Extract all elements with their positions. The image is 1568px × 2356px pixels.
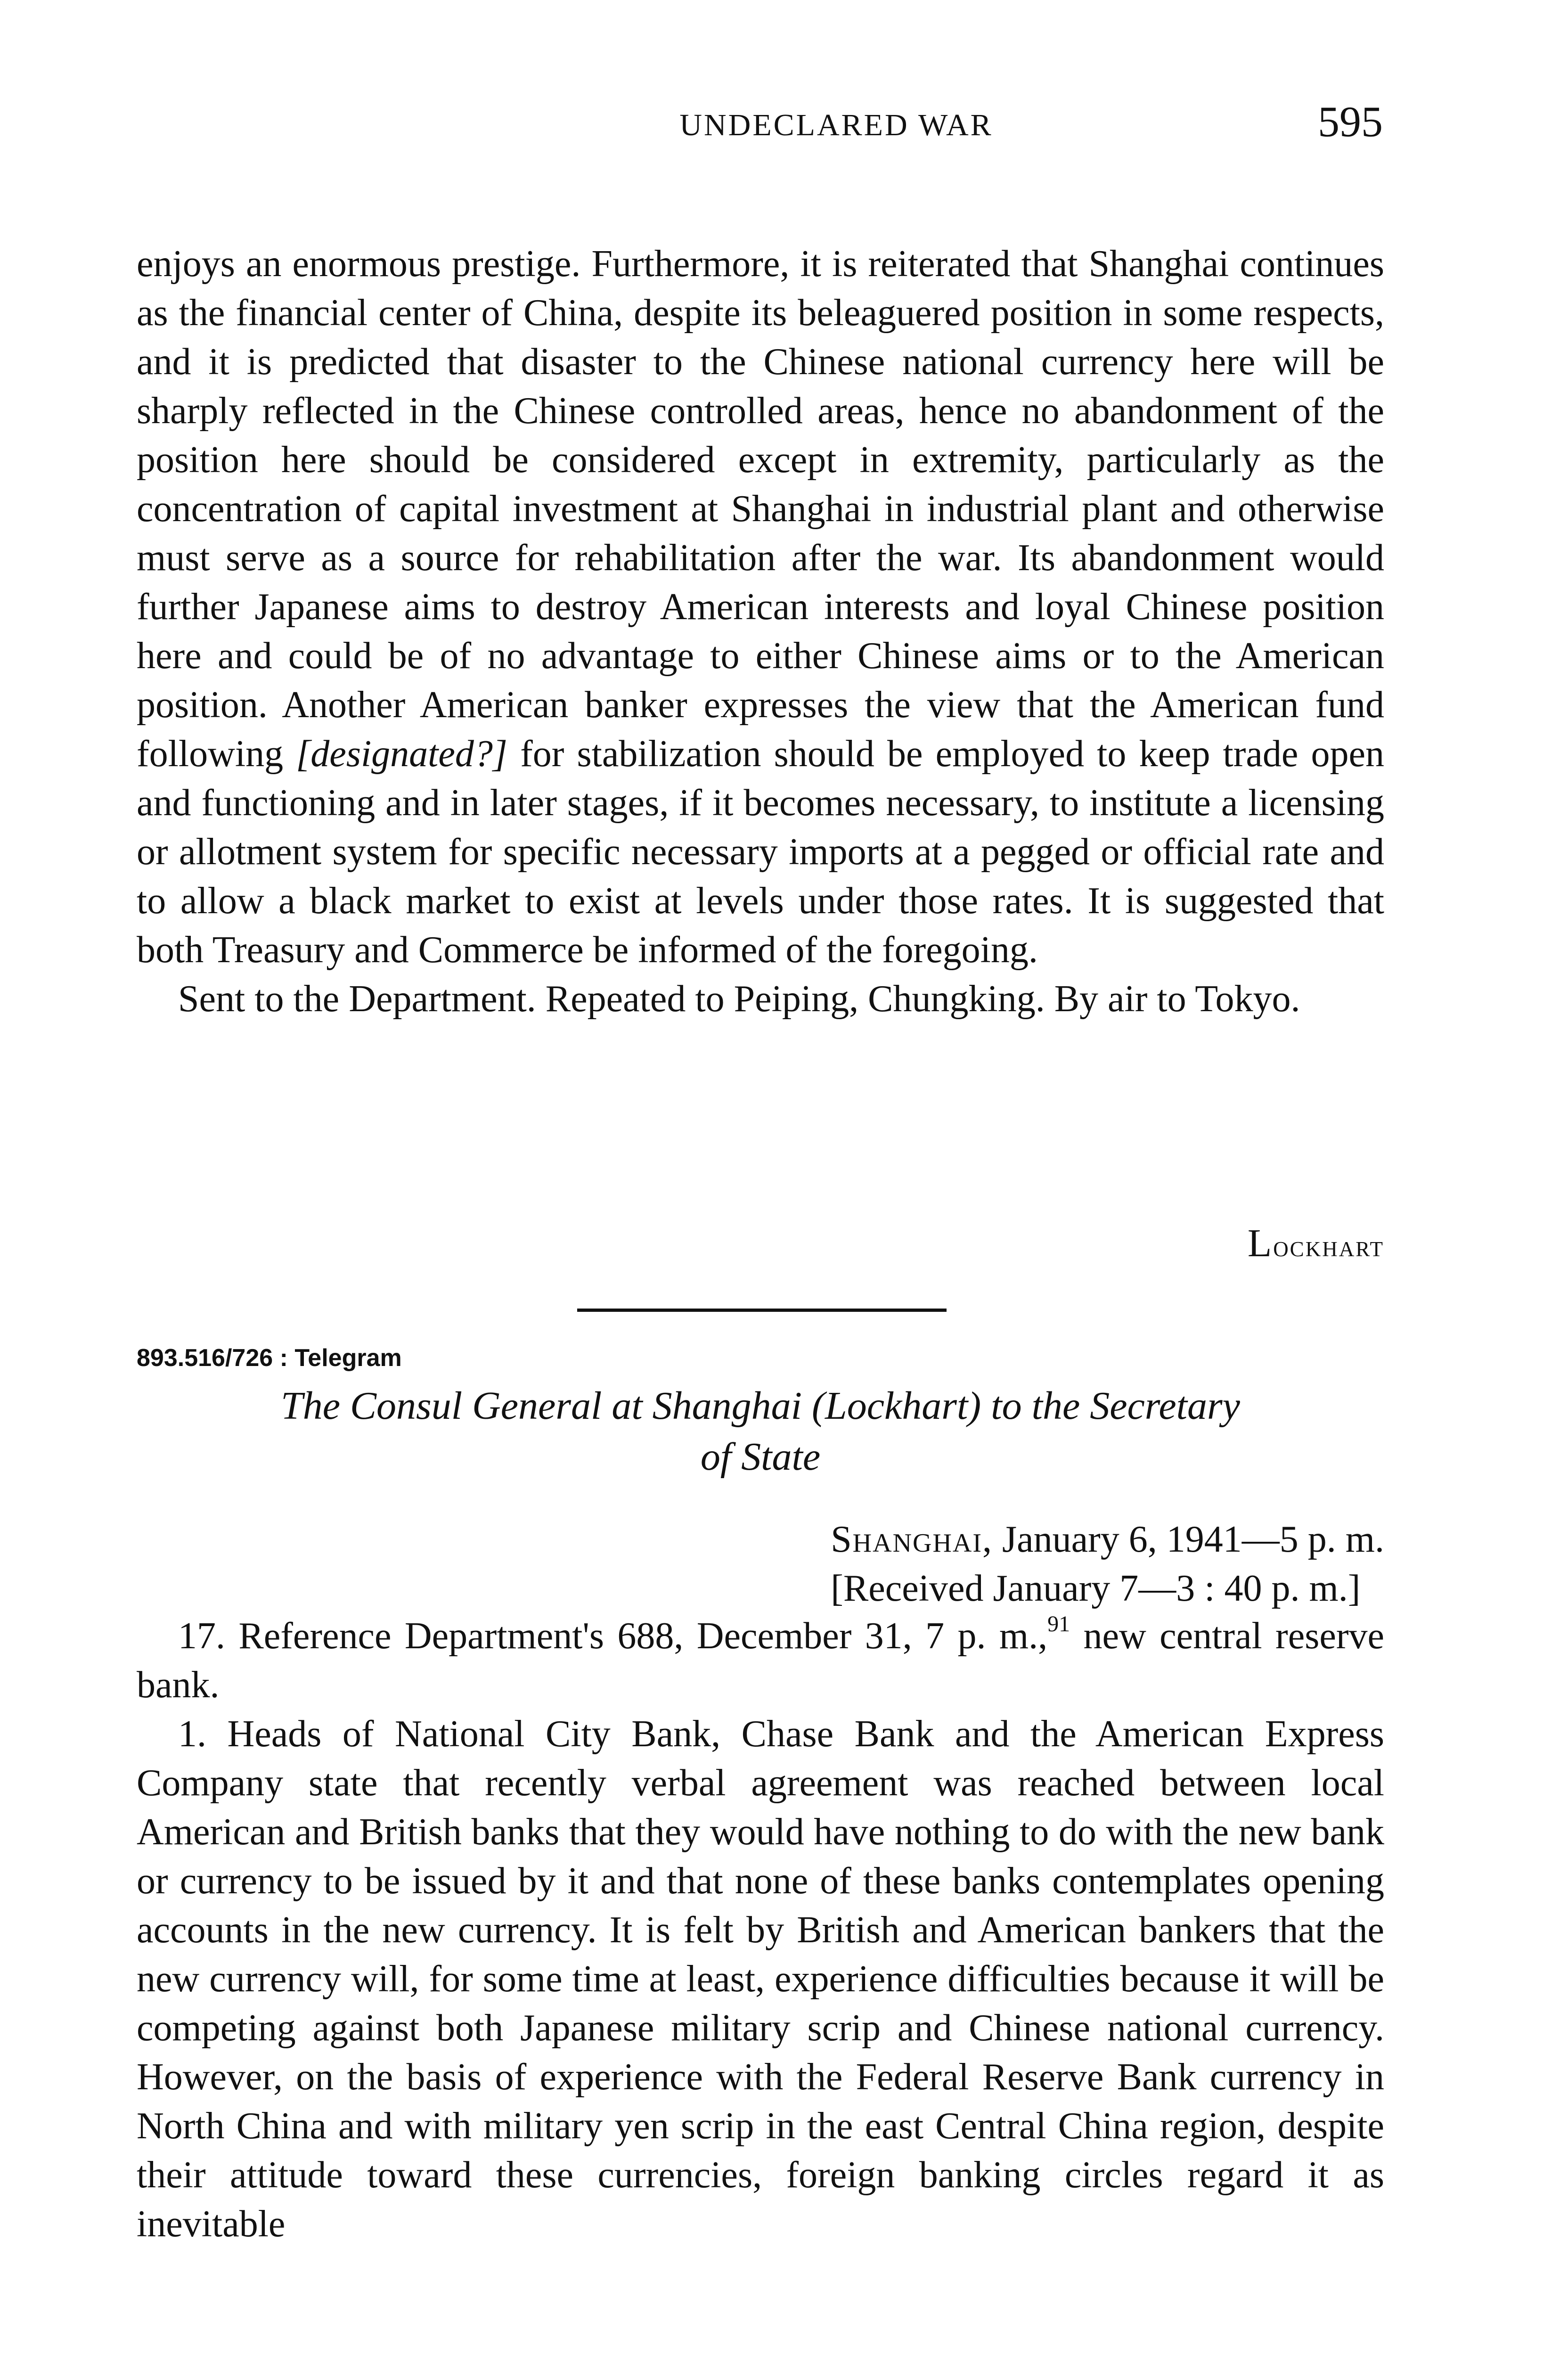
signature bbox=[1248, 1220, 1384, 1266]
paragraph-text-continued: new central reserve bank. bbox=[137, 1615, 1384, 1706]
telegram-2-paragraph-17 bbox=[137, 1612, 1384, 1710]
paragraph-text: 17. Reference Department's 688, December 31, 7 p. m., bbox=[178, 1615, 1048, 1657]
signature-initial: L bbox=[1247, 1221, 1274, 1265]
section-divider bbox=[577, 1309, 947, 1312]
telegram-1-body bbox=[137, 239, 1384, 1023]
heading-line-2: of State bbox=[700, 1435, 821, 1479]
footnote-reference: 91 bbox=[1047, 1612, 1070, 1636]
telegram-2-paragraph-1: 1. Heads of National City Bank, Chase Bank and the American Express Company state that recently verbal agreement was reached between local American and British banks that they would have nothing to do with the new bank or currency to be issued by it and that none of these banks contemplates opening accounts in the new currency. It is felt by British and American bankers that the new currency will, for some time at least, experience difficulties because it will be competing against both Japanese military scrip and Chinese national currency. However, on the basis of experience with the Federal Reserve Bank currency in North China and with military yen scrip in the east Central China region, despite their attitude toward these currencies, foreign banking circles regard it as inevitable bbox=[137, 1713, 1384, 2245]
running-title: UNDECLARED WAR bbox=[679, 108, 993, 142]
dateline-received: [Received January 7—3 : 40 p. m.] bbox=[831, 1568, 1361, 1609]
editorial-insertion: [designated?] bbox=[296, 733, 508, 775]
paragraph-text: enjoys an enormous prestige. Furthermore, it is reiterated that Shanghai continues as the financial center of China, despite its beleaguered position in some respects, and it is predicted that disaster to the Chinese national currency here will be sharply reflected in the Chinese controlled areas, hence no abandonment of the position here should be considered except in extremity, particularly as the concentration of capital investment at Shanghai in industrial plant and otherwise must serve as a source for rehabilitation after the war. Its abandonment would further Japanese aims to destroy American interests and loyal Chinese position here and could be of no advantage to either Chinese aims or to the American position. Another American banker expresses the view that the American fund following bbox=[137, 243, 1384, 775]
dateline-place: Shanghai, bbox=[831, 1519, 993, 1560]
dateline bbox=[831, 1515, 1384, 1613]
dateline-date: January 6, 1941—5 p. m. bbox=[992, 1519, 1384, 1560]
paragraph-text-continued: for stabilization should be employed to keep trade open and functioning and in later stages, if it becomes necessary, to institute a licensing or allotment system for specific necessary imports at a pegged or official rate and to allow a black market to exist at levels under those rates. It is suggested that both Treasury and Commerce be informed of the foregoing. bbox=[137, 733, 1385, 971]
telegram-1-paragraph-1 bbox=[137, 239, 1384, 974]
telegram-1-paragraph-2: Sent to the Department. Repeated to Peiping, Chungking. By air to Tokyo. bbox=[178, 978, 1300, 1020]
dateline-sent bbox=[831, 1515, 1384, 1564]
page-number: 595 bbox=[1318, 98, 1383, 146]
signature-rest: ockhart bbox=[1273, 1229, 1384, 1263]
heading-line-1: The Consul General at Shanghai (Lockhart) to the Secretary bbox=[281, 1384, 1240, 1428]
document-heading bbox=[137, 1381, 1384, 1482]
telegram-2-body bbox=[137, 1612, 1384, 2249]
file-number: 893.516/726 : Telegram bbox=[137, 1344, 402, 1372]
